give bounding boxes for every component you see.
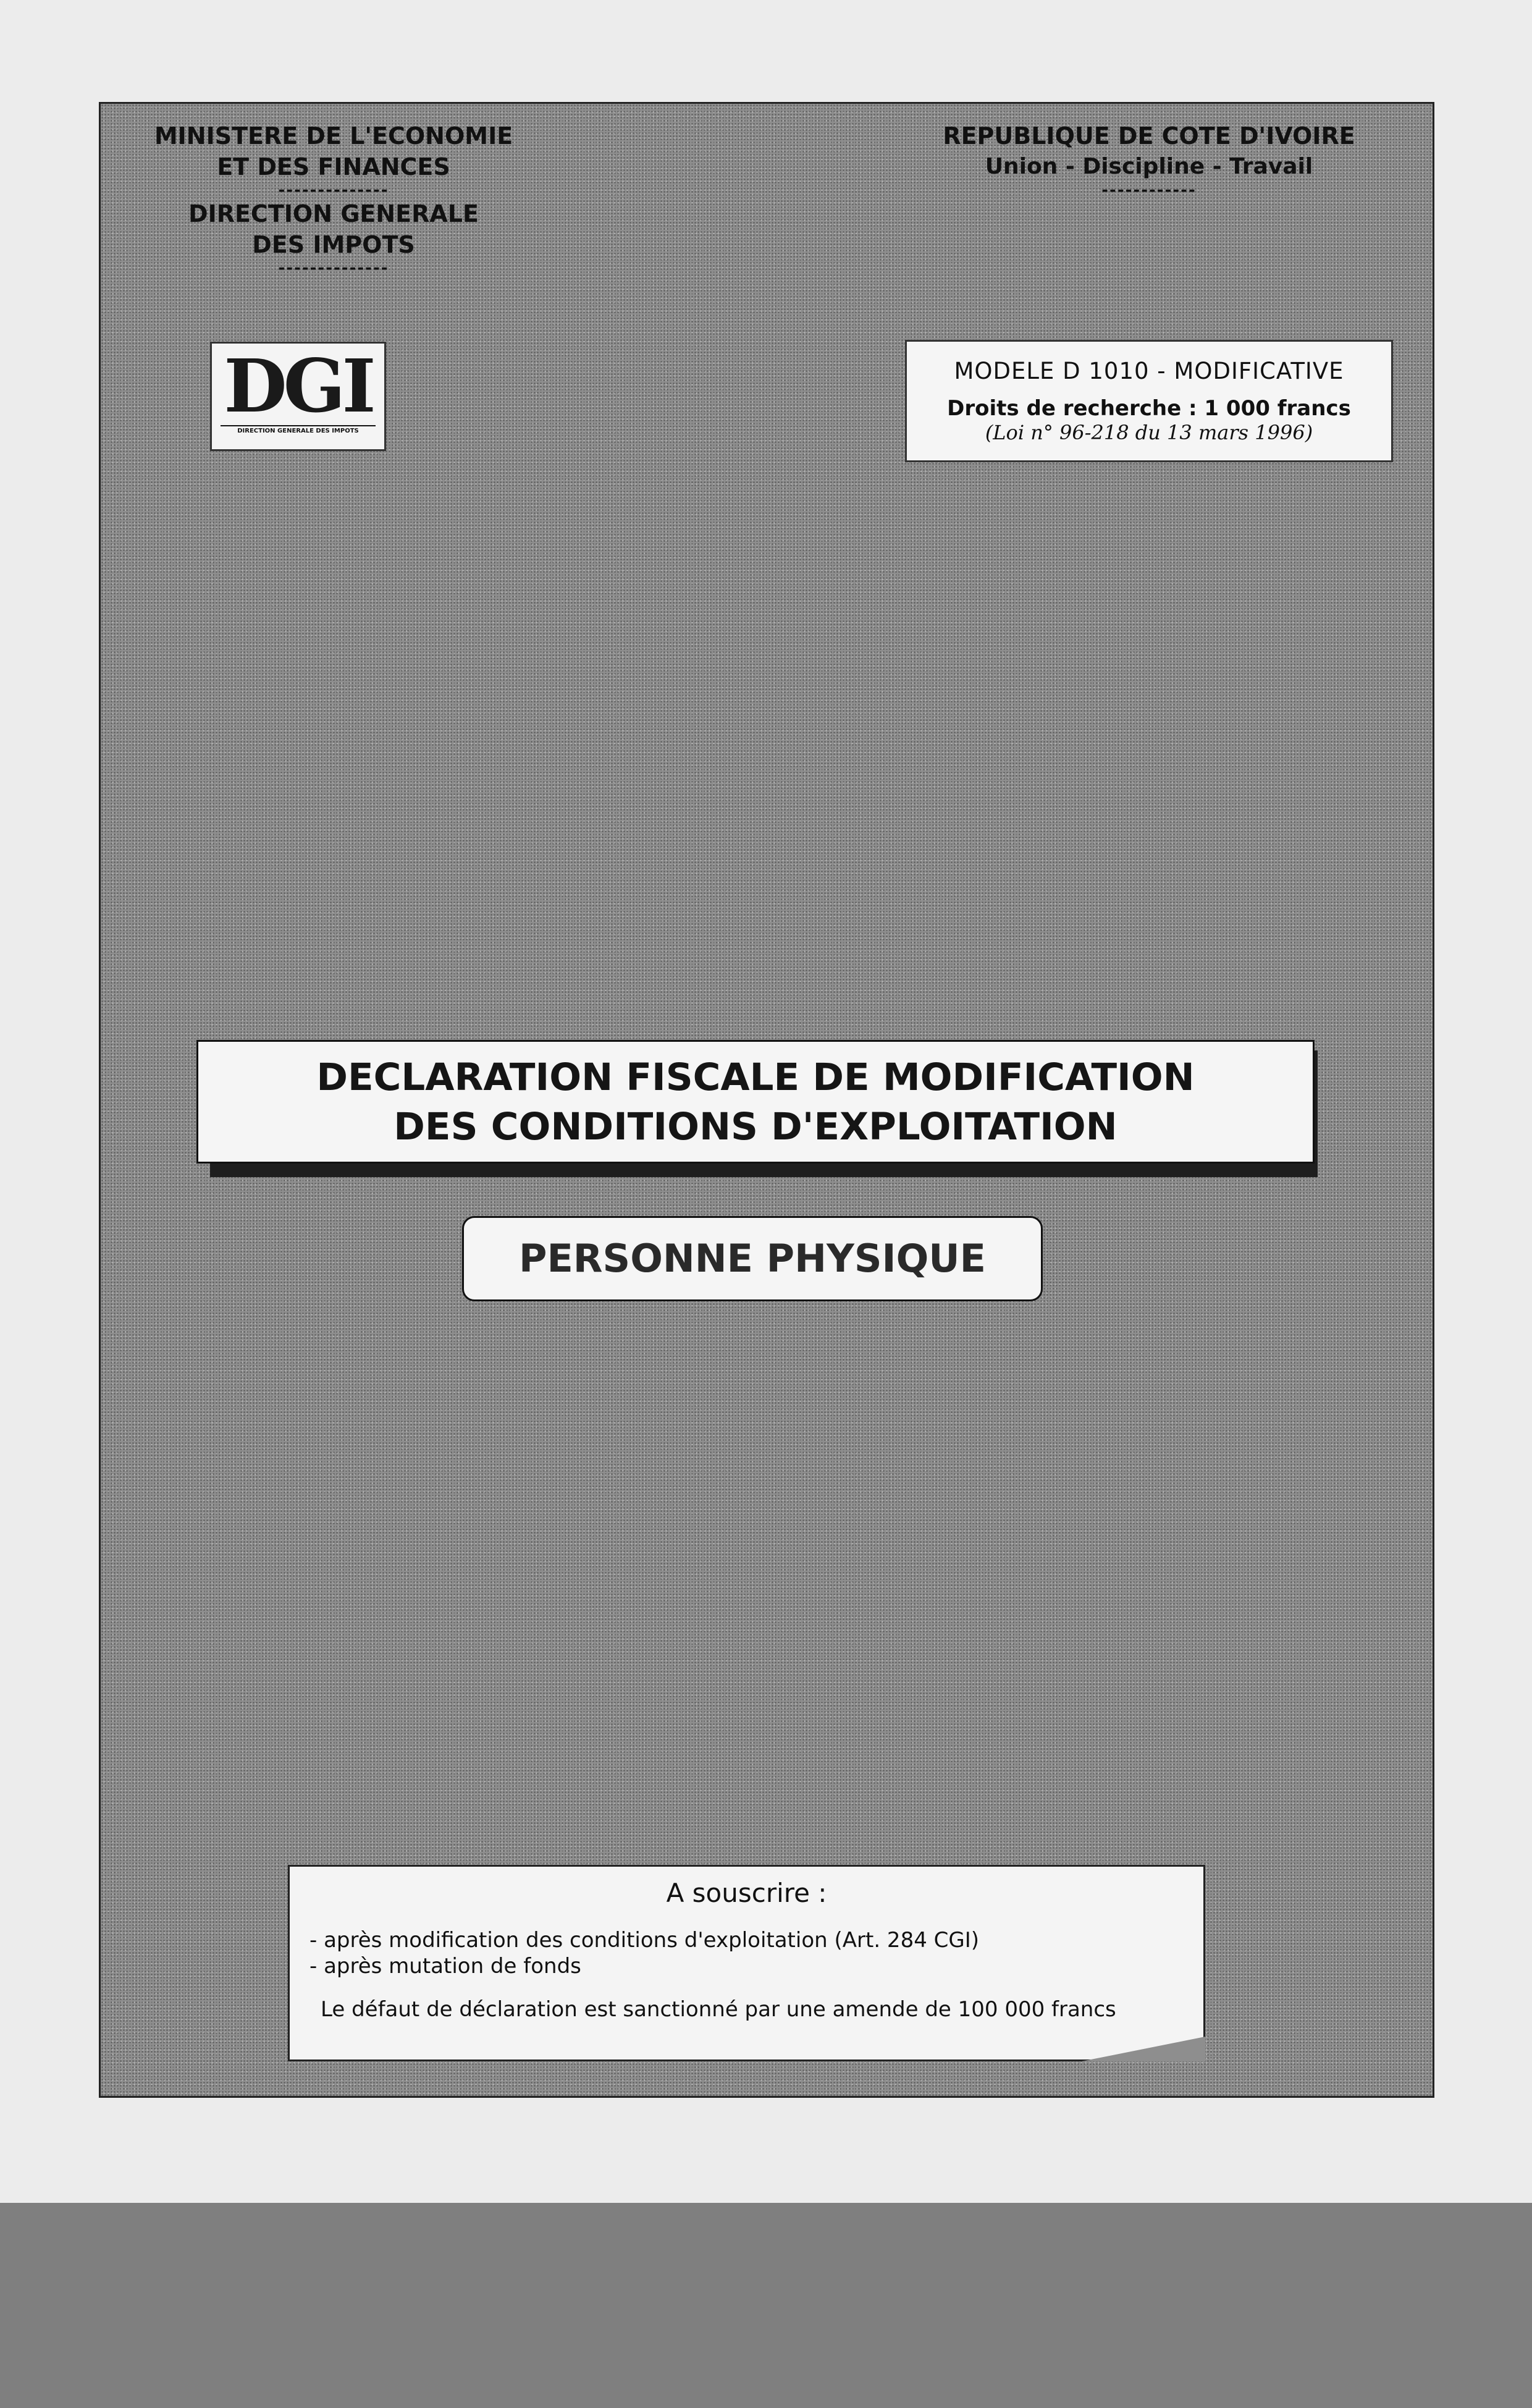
filing-condition-item: - après mutation de fonds bbox=[309, 1953, 1203, 1979]
directorate-name-line2: DES IMPOTS bbox=[252, 231, 415, 258]
filing-instructions-box bbox=[288, 1865, 1205, 2061]
law-reference: (Loi n° 96-218 du 13 mars 1996) bbox=[985, 421, 1313, 444]
ministry-name: MINISTERE DE L'ECONOMIE bbox=[154, 122, 513, 150]
filing-condition-item: - après modification des conditions d'exploitation (Art. 284 CGI) bbox=[309, 1927, 1203, 1953]
document-title bbox=[196, 1040, 1315, 1164]
form-model-box bbox=[905, 340, 1393, 462]
folded-corner bbox=[1082, 2037, 1205, 2061]
dgi-logo bbox=[210, 342, 386, 451]
directorate-name: DIRECTION GENERALE bbox=[188, 200, 479, 227]
national-motto: Union - Discipline - Travail bbox=[985, 154, 1313, 179]
dgi-logo-letters: DGI bbox=[224, 343, 372, 429]
taxpayer-type-label: PERSONNE PHYSIQUE bbox=[462, 1216, 1043, 1301]
filing-instructions-heading: A souscrire : bbox=[666, 1878, 827, 1908]
dgi-logo-caption: DIRECTION GENERALE DES IMPOTS bbox=[221, 425, 376, 434]
country-name: REPUBLIQUE DE COTE D'IVOIRE bbox=[943, 122, 1355, 150]
filing-conditions-list bbox=[309, 1927, 1203, 1979]
form-model-number: MODELE D 1010 - MODIFICATIVE bbox=[954, 358, 1344, 384]
document-title-line2: DES CONDITIONS D'EXPLOITATION bbox=[394, 1105, 1117, 1149]
motto-separator: ------------ bbox=[1101, 181, 1197, 200]
document-title-line1: DECLARATION FISCALE DE MODIFICATION bbox=[316, 1055, 1195, 1099]
penalty-notice: Le défaut de déclaration est sanctionné par une amende de 100 000 francs bbox=[321, 1997, 1116, 2022]
ministry-header bbox=[105, 120, 562, 276]
research-fee: Droits de recherche : 1 000 francs bbox=[947, 396, 1351, 421]
ministry-name-line2: ET DES FINANCES bbox=[217, 153, 450, 180]
header-separator-2: -------------- bbox=[278, 259, 389, 277]
header-separator: -------------- bbox=[278, 181, 389, 200]
republic-header bbox=[877, 120, 1421, 198]
